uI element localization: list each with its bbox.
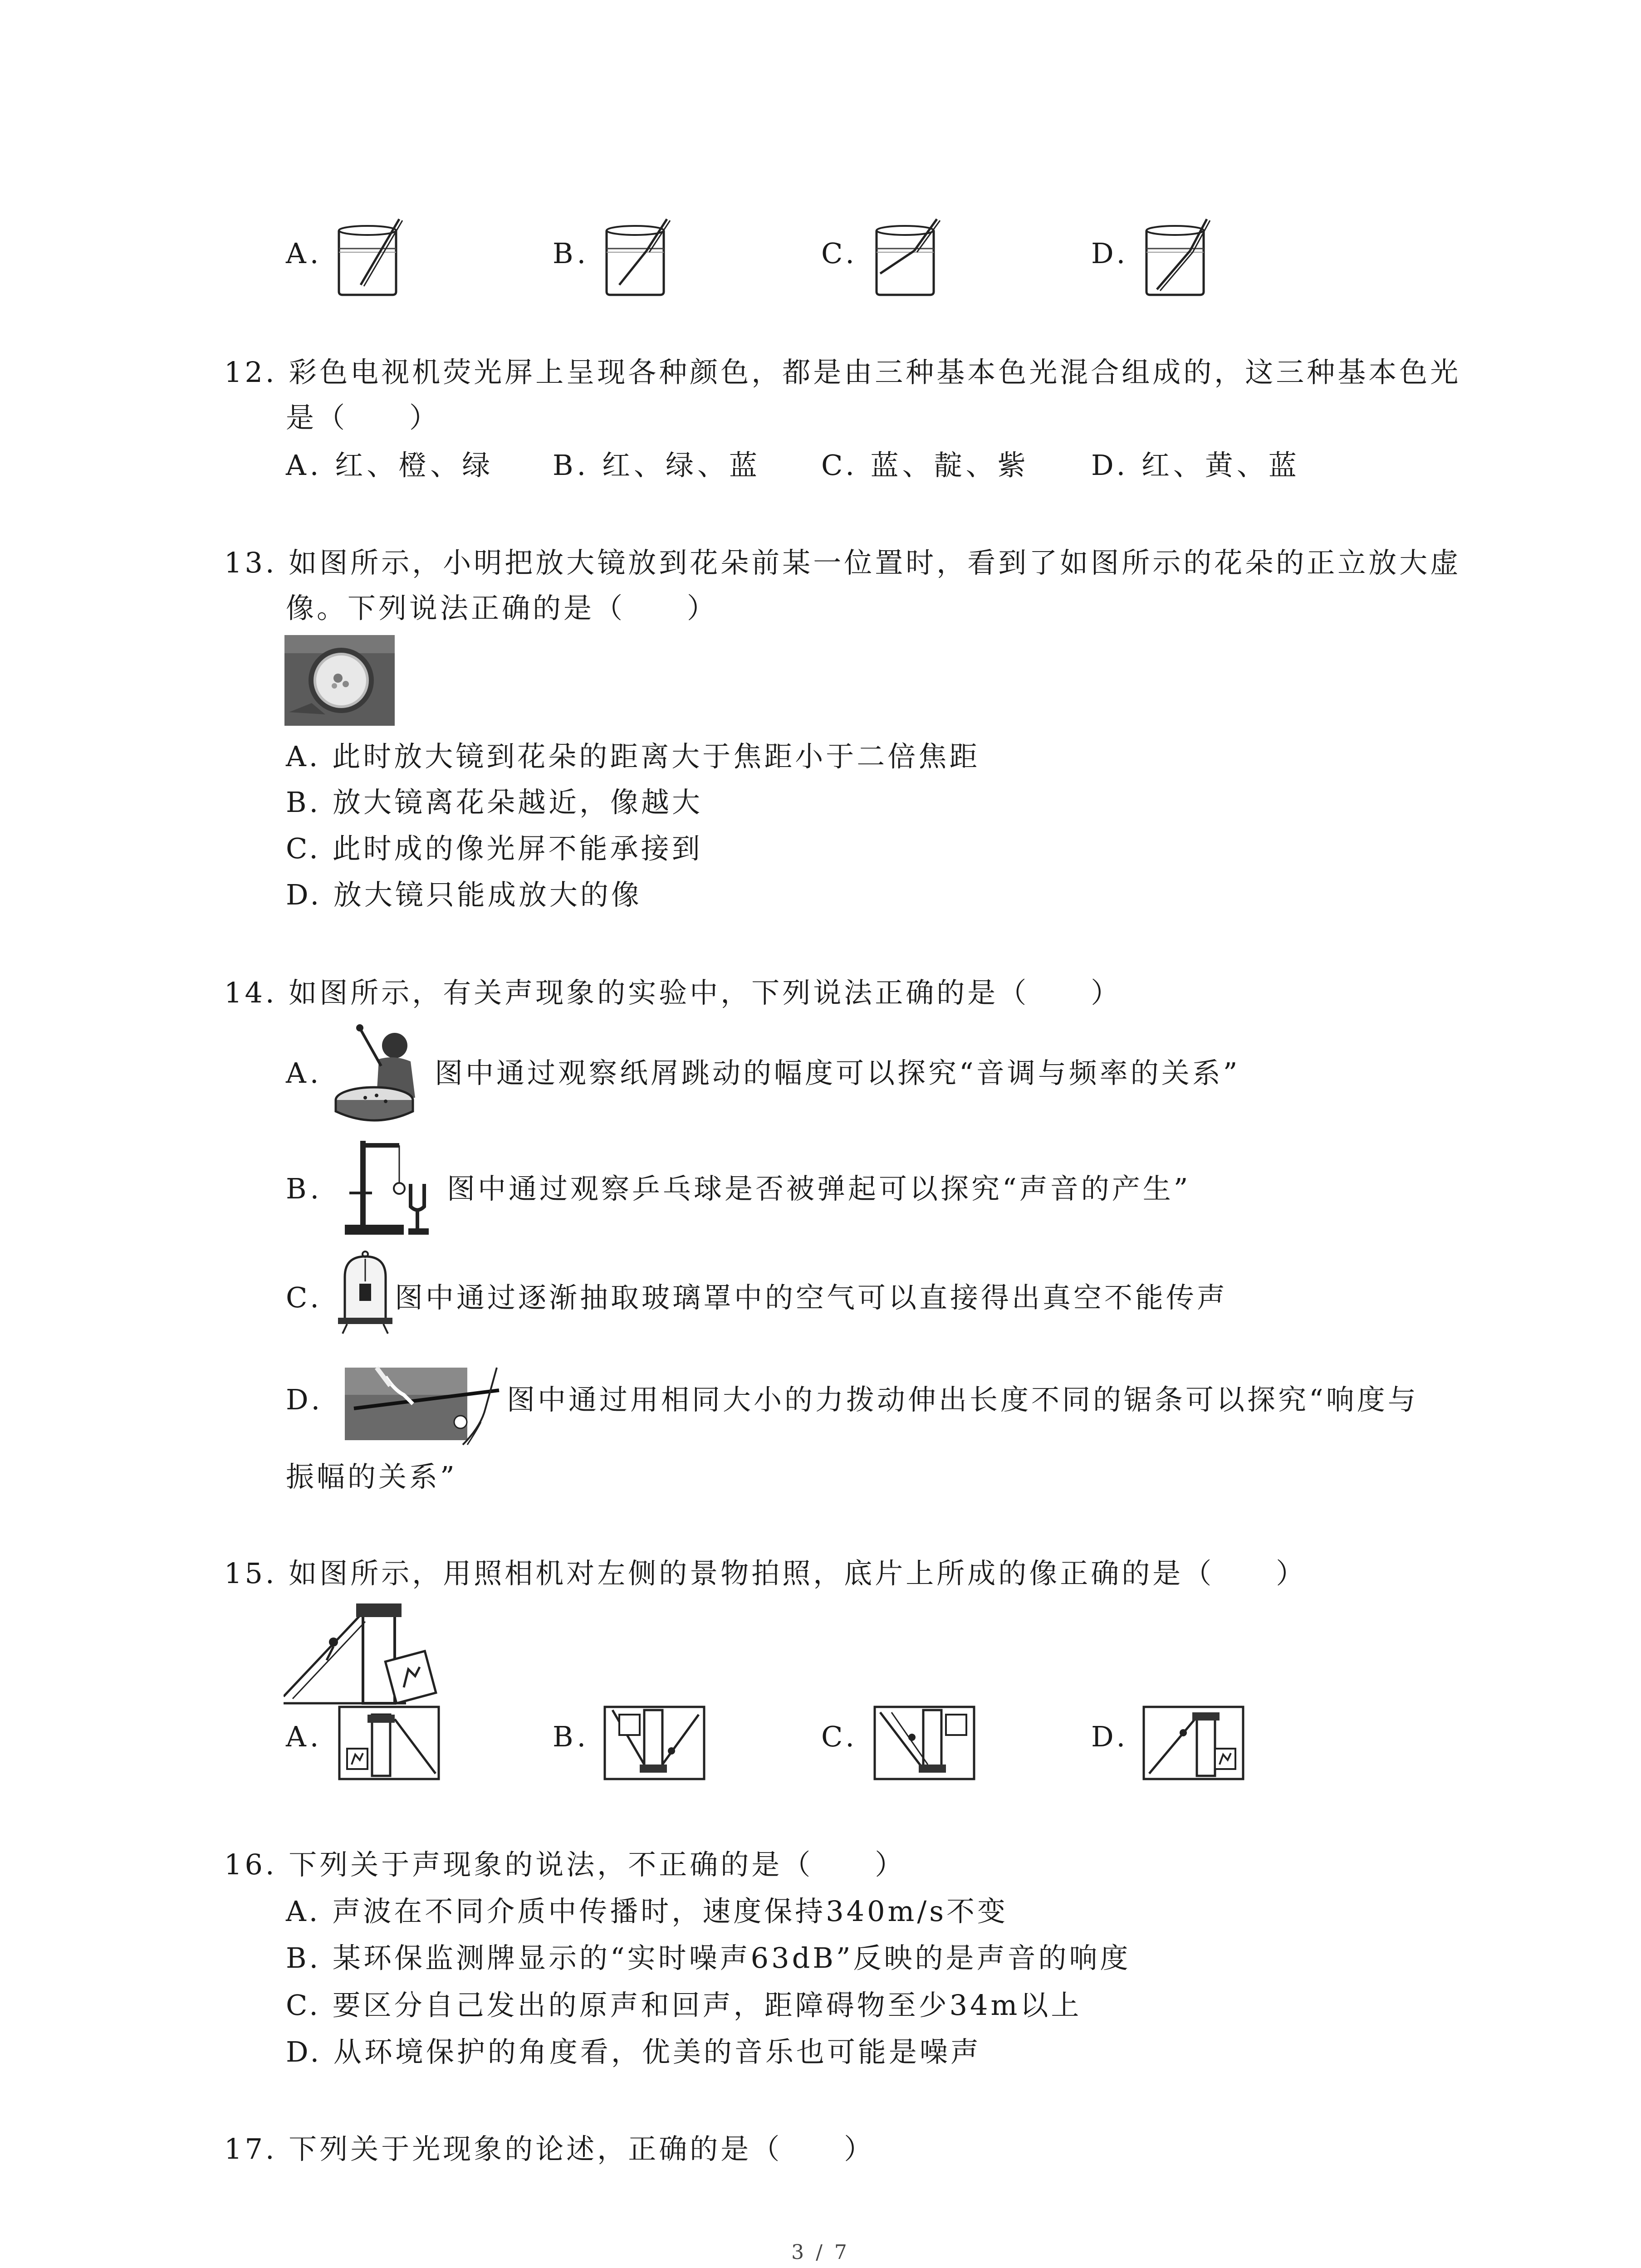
q11-option-d-letter: D. xyxy=(1091,237,1129,270)
q15-option-a-letter: A. xyxy=(286,1720,323,1753)
q11-option-b-beaker-figure xyxy=(601,217,674,298)
q14-option-c-text: 图中通过逐渐抽取玻璃罩中的空气可以直接得出真空不能传声 xyxy=(395,1281,1228,1314)
q11-option-c-letter: C. xyxy=(821,237,858,270)
q14-option-a-drum-figure xyxy=(333,1021,431,1127)
q14-option-b-tuning-fork-figure xyxy=(345,1134,440,1238)
q14-option-b-text: 图中通过观察乒乓球是否被弹起可以探究“声音的产生” xyxy=(447,1172,1191,1205)
q11-option-a-beaker-figure xyxy=(333,217,406,298)
q14-option-d-text: 图中通过用相同大小的力拨动伸出长度不同的锯条可以探究“响度与 xyxy=(507,1383,1419,1416)
q17-stem: 17. 下列关于光现象的论述，正确的是（ ） xyxy=(224,2132,875,2165)
q13-stem-line2: 像。下列说法正确的是（ ） xyxy=(286,591,718,625)
q13-option-c: C. 此时成的像光屏不能承接到 xyxy=(286,832,703,865)
q15-option-d-image-figure xyxy=(1142,1706,1244,1780)
q12-option-b: B. 红、绿、蓝 xyxy=(553,449,761,482)
q13-magnifier-flower-photo xyxy=(284,635,395,726)
q15-option-d-letter: D. xyxy=(1091,1720,1129,1753)
q15-option-b-letter: B. xyxy=(553,1720,590,1753)
q14-option-d-saw-blade-figure xyxy=(345,1359,504,1449)
q16-option-c: C. 要区分自己发出的原声和回声，距障碍物至少34m以上 xyxy=(286,1989,1082,2022)
q16-stem: 16. 下列关于声现象的说法，不正确的是（ ） xyxy=(224,1848,906,1881)
q16-option-b: B. 某环保监测牌显示的“实时噪声63dB”反映的是声音的响度 xyxy=(286,1941,1131,1975)
q12-stem-line2: 是（ ） xyxy=(286,401,441,434)
q15-option-a-image-figure xyxy=(338,1706,440,1780)
q13-option-a: A. 此时放大镜到花朵的距离大于焦距小于二倍焦距 xyxy=(286,740,980,773)
q15-option-b-image-figure xyxy=(603,1706,705,1780)
q13-option-d: D. 放大镜只能成放大的像 xyxy=(286,878,642,911)
page-number: 3 / 7 xyxy=(791,2241,850,2264)
q14-option-b-letter: B. xyxy=(286,1172,323,1205)
q14-option-d-letter: D. xyxy=(286,1383,324,1416)
q15-scene-figure xyxy=(284,1601,438,1706)
q16-option-a: A. 声波在不同介质中传播时，速度保持340m/s不变 xyxy=(286,1895,1009,1928)
q14-stem: 14. 如图所示，有关声现象的实验中，下列说法正确的是（ ） xyxy=(224,976,1122,1009)
q11-option-b-letter: B. xyxy=(553,237,590,270)
q11-option-d-beaker-figure xyxy=(1141,217,1214,298)
q14-option-a-letter: A. xyxy=(286,1056,323,1090)
q15-option-c-letter: C. xyxy=(821,1720,858,1753)
q11-option-a-letter: A. xyxy=(286,237,323,270)
q15-stem: 15. 如图所示，用照相机对左侧的景物拍照，底片上所成的像正确的是（ ） xyxy=(224,1557,1307,1590)
q14-option-a-text: 图中通过观察纸屑跳动的幅度可以探究“音调与频率的关系” xyxy=(435,1056,1240,1090)
q13-option-b: B. 放大镜离花朵越近，像越大 xyxy=(286,786,703,819)
q14-option-c-letter: C. xyxy=(286,1281,323,1314)
q13-stem-line1: 13. 如图所示，小明把放大镜放到花朵前某一位置时，看到了如图所示的花朵的正立放大虚 xyxy=(224,546,1461,579)
q12-option-c: C. 蓝、靛、紫 xyxy=(821,449,1029,482)
q14-option-c-bell-jar-figure xyxy=(338,1250,392,1336)
q16-option-d: D. 从环境保护的角度看，优美的音乐也可能是噪声 xyxy=(286,2035,981,2068)
q12-stem-line1: 12. 彩色电视机荧光屏上呈现各种颜色，都是由三种基本色光混合组成的，这三种基本色光 xyxy=(224,356,1461,389)
q14-option-d-continuation: 振幅的关系” xyxy=(286,1460,457,1493)
q15-option-c-image-figure xyxy=(873,1706,975,1780)
q12-option-d: D. 红、黄、蓝 xyxy=(1091,449,1300,482)
q12-option-a: A. 红、橙、绿 xyxy=(286,449,494,482)
q11-option-c-beaker-figure xyxy=(871,217,944,298)
